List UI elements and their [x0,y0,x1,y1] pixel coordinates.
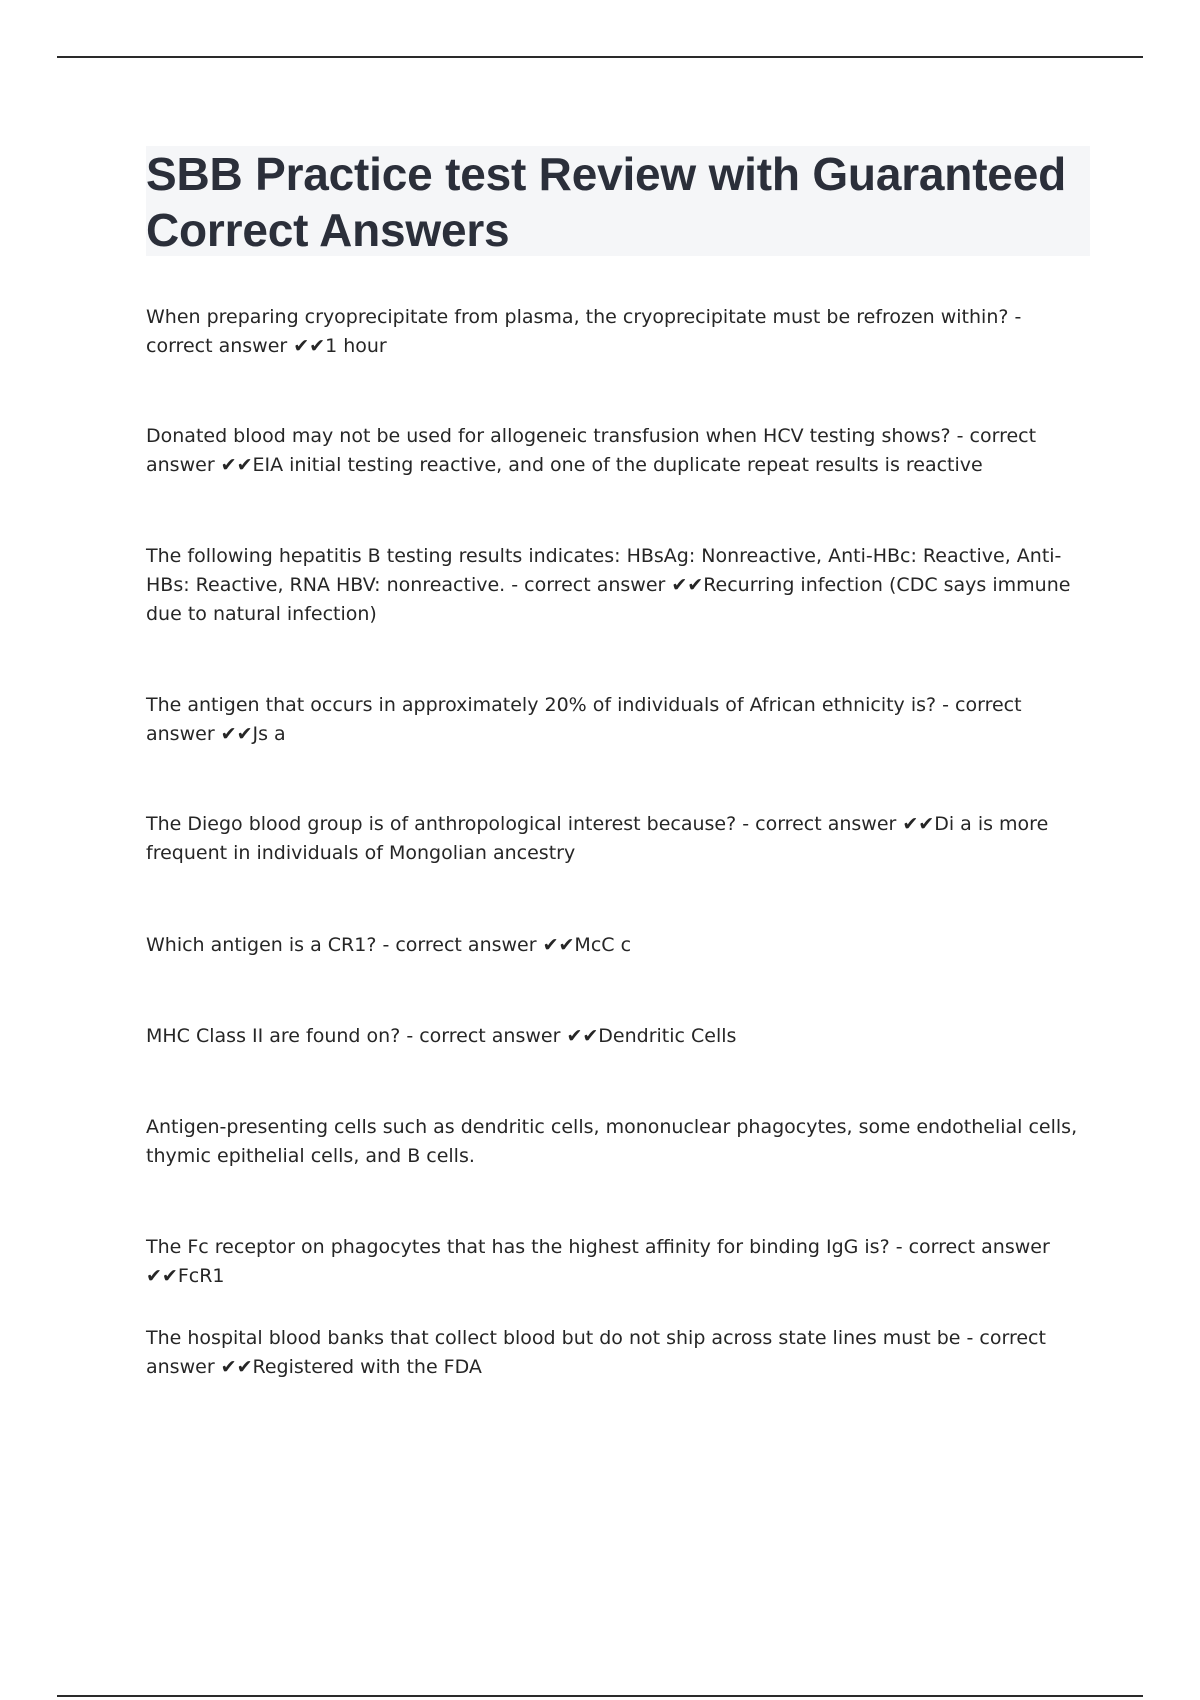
qa-item-3: The following hepatitis B testing results indicates: HBsAg: Nonreactive, Anti-HBc: Reactive, Anti-HBs: Reactive, RNA HBV: nonreactive. - correct answer ✔✔Recurring infection (CDC says immune due to natural infection) [146,545,1071,625]
qa-item-4: The antigen that occurs in approximately 20% of individuals of African ethnicity is? - correct answer ✔✔Js a [146,694,1022,745]
bottom-rule [57,1695,1143,1697]
title-block [146,146,1090,256]
qa-item-6: Which antigen is a CR1? - correct answer ✔✔McC c [146,934,632,956]
qa-item-5: The Diego blood group is of anthropological interest because? - correct answer ✔✔Di a is more frequent in individuals of Mongolian ancestry [146,813,1049,864]
qa-item-9: The Fc receptor on phagocytes that has the highest affinity for binding IgG is? - correct answer ✔✔FcR1 [146,1236,1050,1287]
qa-item-10: The hospital blood banks that collect blood but do not ship across state lines must be - correct answer ✔✔Registered with the FDA [146,1327,1046,1378]
top-rule [57,56,1143,58]
qa-item-8: Antigen-presenting cells such as dendritic cells, mononuclear phagocytes, some endothelial cells, thymic epithelial cells, and B cells. [146,1116,1078,1167]
qa-item-7: MHC Class II are found on? - correct answer ✔✔Dendritic Cells [146,1025,737,1047]
document-title: SBB Practice test Review with Guaranteed Correct Answers [146,148,1066,256]
qa-item-1: When preparing cryoprecipitate from plasma, the cryoprecipitate must be refrozen within? - correct answer ✔✔1 hour [146,306,1022,357]
qa-item-2: Donated blood may not be used for allogeneic transfusion when HCV testing shows? - correct answer ✔✔EIA initial testing reactive, and one of the duplicate repeat results is reactive [146,425,1037,476]
